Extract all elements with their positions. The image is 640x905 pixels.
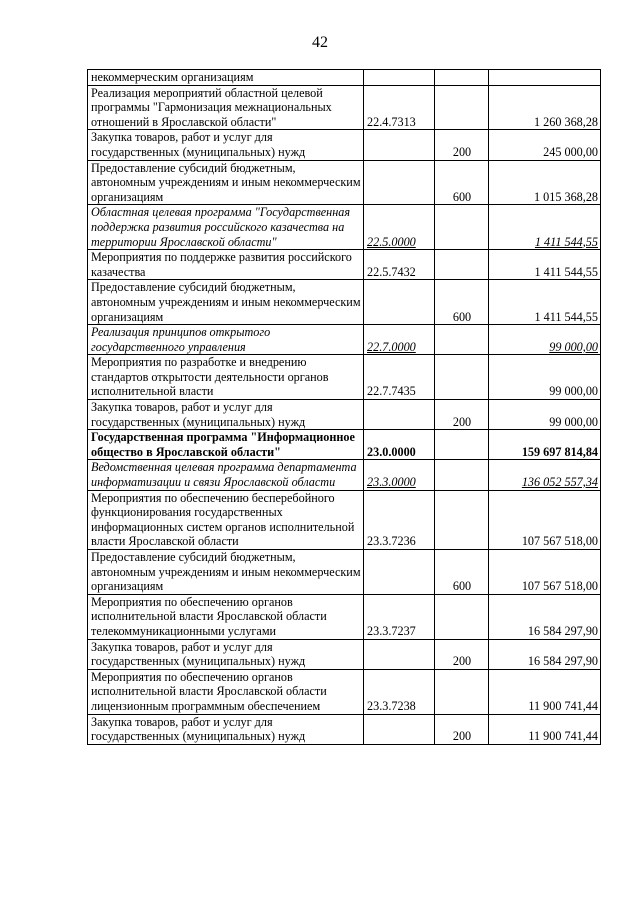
row-amount: 99 000,00 bbox=[489, 355, 601, 400]
row-expense-type bbox=[435, 325, 489, 355]
row-name: Мероприятия по обеспечению органов исполнительной власти Ярославской области лицензионным программным обеспечением bbox=[88, 669, 364, 714]
row-expense-type: 600 bbox=[435, 550, 489, 595]
row-target-code: 23.0.0000 bbox=[364, 430, 435, 460]
row-target-code: 23.3.7238 bbox=[364, 669, 435, 714]
row-target-code bbox=[364, 550, 435, 595]
row-expense-type bbox=[435, 460, 489, 490]
row-target-code: 23.3.7237 bbox=[364, 594, 435, 639]
row-name: Реализация принципов открытого государственного управления bbox=[88, 325, 364, 355]
table-row bbox=[88, 355, 601, 400]
row-expense-type bbox=[435, 70, 489, 86]
row-expense-type bbox=[435, 355, 489, 400]
table-row bbox=[88, 400, 601, 430]
table-row bbox=[88, 325, 601, 355]
row-name: Областная целевая программа "Государственная поддержка развития российского казачества на территории Ярославской области" bbox=[88, 205, 364, 250]
table-row bbox=[88, 205, 601, 250]
row-amount: 245 000,00 bbox=[489, 130, 601, 160]
row-amount: 1 411 544,55 bbox=[489, 250, 601, 280]
row-name: Мероприятия по разработке и внедрению стандартов открытости деятельности органов исполнительной власти bbox=[88, 355, 364, 400]
row-target-code bbox=[364, 714, 435, 744]
page-number: 42 bbox=[312, 34, 328, 51]
row-name: Закупка товаров, работ и услуг для государственных (муниципальных) нужд bbox=[88, 714, 364, 744]
row-name: Мероприятия по обеспечению органов исполнительной власти Ярославской области телекоммуникационными услугами bbox=[88, 594, 364, 639]
row-name: Реализация мероприятий областной целевой программы "Гармонизация межнациональных отношений в Ярославской области" bbox=[88, 85, 364, 130]
table-row bbox=[88, 639, 601, 669]
row-name: Закупка товаров, работ и услуг для государственных (муниципальных) нужд bbox=[88, 400, 364, 430]
table-row bbox=[88, 714, 601, 744]
row-expense-type bbox=[435, 205, 489, 250]
row-amount: 1 411 544,55 bbox=[489, 280, 601, 325]
table-row bbox=[88, 550, 601, 595]
table-row bbox=[88, 280, 601, 325]
row-target-code: 23.3.0000 bbox=[364, 460, 435, 490]
row-amount: 136 052 557,34 bbox=[489, 460, 601, 490]
row-name: Мероприятия по поддержке развития российского казачества bbox=[88, 250, 364, 280]
row-expense-type: 600 bbox=[435, 280, 489, 325]
table-row bbox=[88, 160, 601, 205]
row-amount: 107 567 518,00 bbox=[489, 490, 601, 549]
row-target-code: 22.4.7313 bbox=[364, 85, 435, 130]
row-target-code bbox=[364, 160, 435, 205]
row-name: Закупка товаров, работ и услуг для государственных (муниципальных) нужд bbox=[88, 130, 364, 160]
row-amount: 16 584 297,90 bbox=[489, 594, 601, 639]
row-expense-type bbox=[435, 594, 489, 639]
row-expense-type bbox=[435, 85, 489, 130]
row-amount: 1 260 368,28 bbox=[489, 85, 601, 130]
table-row bbox=[88, 85, 601, 130]
row-target-code bbox=[364, 130, 435, 160]
row-target-code bbox=[364, 280, 435, 325]
row-target-code bbox=[364, 400, 435, 430]
budget-table bbox=[87, 69, 601, 745]
row-expense-type: 600 bbox=[435, 160, 489, 205]
table-row bbox=[88, 430, 601, 460]
row-amount bbox=[489, 70, 601, 86]
row-expense-type: 200 bbox=[435, 714, 489, 744]
table-row bbox=[88, 70, 601, 86]
table-row bbox=[88, 130, 601, 160]
row-expense-type bbox=[435, 430, 489, 460]
row-amount: 11 900 741,44 bbox=[489, 714, 601, 744]
row-name: Предоставление субсидий бюджетным, автономным учреждениям и иным некоммерческим организациям bbox=[88, 280, 364, 325]
row-target-code: 22.5.7432 bbox=[364, 250, 435, 280]
row-expense-type bbox=[435, 490, 489, 549]
row-target-code: 22.7.7435 bbox=[364, 355, 435, 400]
row-target-code: 22.7.0000 bbox=[364, 325, 435, 355]
row-amount: 159 697 814,84 bbox=[489, 430, 601, 460]
row-amount: 99 000,00 bbox=[489, 325, 601, 355]
table-row bbox=[88, 594, 601, 639]
row-name: Ведомственная целевая программа департамента информатизации и связи Ярославской области bbox=[88, 460, 364, 490]
row-name: Закупка товаров, работ и услуг для государственных (муниципальных) нужд bbox=[88, 639, 364, 669]
row-amount: 11 900 741,44 bbox=[489, 669, 601, 714]
table-row bbox=[88, 490, 601, 549]
row-target-code: 23.3.7236 bbox=[364, 490, 435, 549]
table-row bbox=[88, 669, 601, 714]
row-amount: 99 000,00 bbox=[489, 400, 601, 430]
row-expense-type: 200 bbox=[435, 400, 489, 430]
row-amount: 107 567 518,00 bbox=[489, 550, 601, 595]
row-name: Предоставление субсидий бюджетным, автономным учреждениям и иным некоммерческим организациям bbox=[88, 550, 364, 595]
row-amount: 1 411 544,55 bbox=[489, 205, 601, 250]
table-row bbox=[88, 460, 601, 490]
row-name: Предоставление субсидий бюджетным, автономным учреждениям и иным некоммерческим организациям bbox=[88, 160, 364, 205]
row-expense-type bbox=[435, 250, 489, 280]
row-target-code: 22.5.0000 bbox=[364, 205, 435, 250]
row-expense-type: 200 bbox=[435, 639, 489, 669]
row-amount: 1 015 368,28 bbox=[489, 160, 601, 205]
row-name: Государственная программа "Информационное общество в Ярославской области" bbox=[88, 430, 364, 460]
row-target-code bbox=[364, 639, 435, 669]
table-row bbox=[88, 250, 601, 280]
row-name: некоммерческим организациям bbox=[88, 70, 364, 86]
row-expense-type bbox=[435, 669, 489, 714]
row-expense-type: 200 bbox=[435, 130, 489, 160]
row-target-code bbox=[364, 70, 435, 86]
row-name: Мероприятия по обеспечению бесперебойного функционирования государственных информационных систем органов исполнительной власти Ярославской области bbox=[88, 490, 364, 549]
row-amount: 16 584 297,90 bbox=[489, 639, 601, 669]
